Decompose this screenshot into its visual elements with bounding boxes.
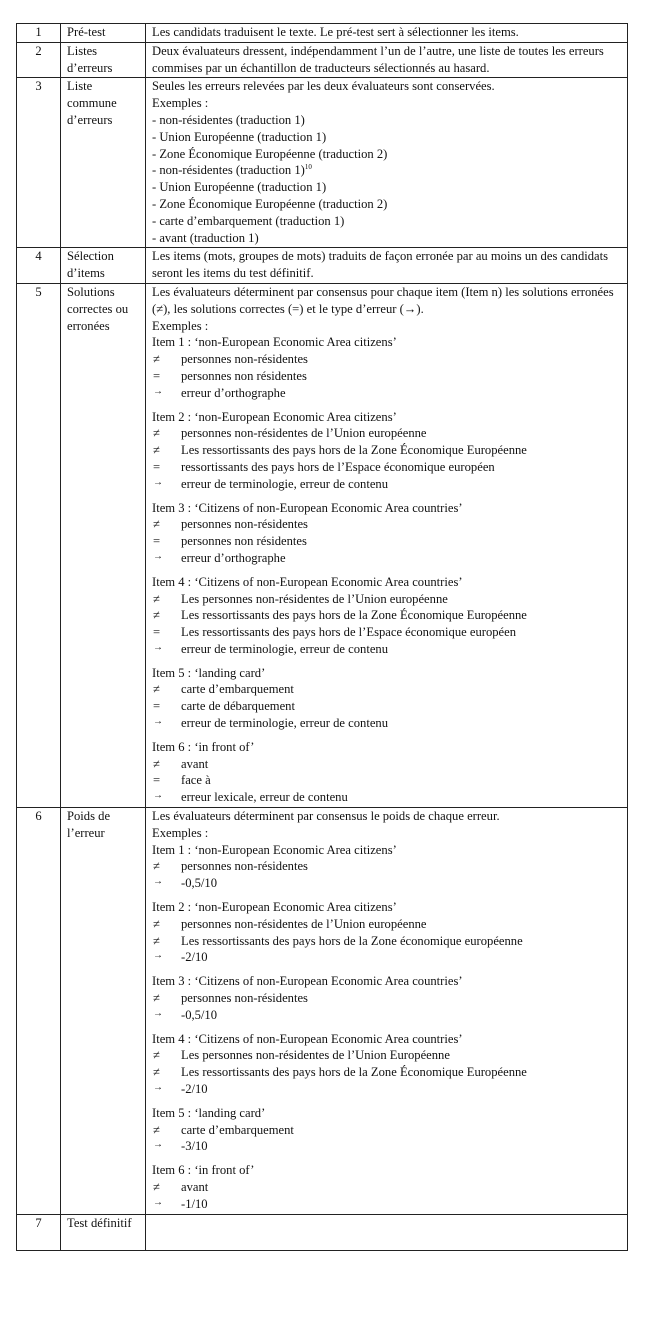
item-line [152,875,621,892]
equal-icon: = [153,699,161,714]
step-description: Deux évaluateurs dressent, indépendamment l’un de l’autre, une liste de toutes les erreurs commises par un échantillon de traducteurs sélectionnés au hasard. [146,42,628,78]
item-line-text: Les ressortissants des pays hors de la Zone économique européenne [181,933,523,948]
step-description [146,283,628,807]
item-line-text: personnes non-résidentes [181,991,308,1006]
row-number: 5 [17,283,61,807]
item-line-text: erreur d’orthographe [181,550,286,565]
table-row [17,24,628,43]
arrow-right-icon: → [153,950,163,962]
not-equal-icon: ≠ [153,991,160,1006]
step-description: Les items (mots, groupes de mots) traduits de façon erronée par au moins un des candidats seront les items du test définitif. [146,248,628,284]
not-equal-icon: ≠ [153,426,160,441]
item-line [152,949,621,966]
item-line-text: erreur d’orthographe [181,385,286,400]
step-description [146,1214,628,1250]
not-equal-icon: ≠ [153,608,160,623]
example-line: - Zone Économique Européenne (traduction 2) [152,196,388,211]
item-block [152,574,621,658]
item-block [152,842,621,892]
item-title: Item 3 : ‘Citizens of non-European Economic Area countries’ [152,974,463,989]
item-line [152,533,621,550]
item-line [152,476,621,493]
item-line-text: avant [181,756,209,771]
step-name: Solutions correctes ou erronées [61,283,146,807]
item-line-text: -2/10 [181,950,208,965]
item-line [152,756,621,773]
item-line-text: personnes non-résidentes de l’Union européenne [181,916,427,931]
equal-icon: = [153,459,161,474]
not-equal-icon: ≠ [153,517,160,532]
arrow-right-icon: → [153,476,163,488]
table-row [17,808,628,1215]
arrow-right-icon: → [153,1139,163,1151]
item-line-text: -1/10 [181,1196,208,1211]
item-line-text: personnes non-résidentes [181,352,308,367]
examples-label: Exemples : [152,96,209,111]
item-line [152,516,621,533]
arrow-right-icon: → [153,1082,163,1094]
not-equal-icon: ≠ [153,1048,160,1063]
row-number: 3 [17,78,61,248]
item-line-text: -3/10 [181,1139,208,1154]
not-equal-icon: ≠ [153,352,160,367]
not-equal-icon: ≠ [153,591,160,606]
item-line-text: Les ressortissants des pays hors de l’Espace économique européen [181,625,517,640]
item-line [152,351,621,368]
arrow-right-icon: → [153,1196,163,1208]
not-equal-icon: ≠ [153,1122,160,1137]
item-line-text: personnes non résidentes [181,534,307,549]
step-description [146,808,628,1215]
item-block [152,739,621,806]
item-line-text: carte d’embarquement [181,682,294,697]
row-number: 1 [17,24,61,43]
item-line-text: -2/10 [181,1082,208,1097]
item-title: Item 4 : ‘Citizens of non-European Economic Area countries’ [152,574,463,589]
item-line [152,1196,621,1213]
arrow-right-icon: → [153,1007,163,1019]
item-line [152,1138,621,1155]
item-line [152,385,621,402]
row-number: 6 [17,808,61,1215]
item-line [152,425,621,442]
intro-text: Les évaluateurs déterminent par consensus pour chaque item (Item n) les solutions erronées (≠), les solutions correctes (=) et le type d’erreur (→). [152,284,614,316]
equal-icon: = [153,368,161,383]
item-line-text: -0,5/10 [181,876,218,891]
item-line-text: erreur de terminologie, erreur de contenu [181,641,388,656]
step-name: Sélection d’items [61,248,146,284]
not-equal-icon: ≠ [153,682,160,697]
item-block [152,973,621,1023]
item-title: Item 2 : ‘non-European Economic Area citizens’ [152,900,397,915]
item-line [152,858,621,875]
item-line [152,772,621,789]
intro-text: Seules les erreurs relevées par les deux évaluateurs sont conservées. [152,79,495,94]
item-line [152,916,621,933]
item-line [152,1081,621,1098]
example-line: - carte d’embarquement (traduction 1) [152,213,345,228]
step-description [146,78,628,248]
item-block [152,665,621,732]
item-title: Item 1 : ‘non-European Economic Area citizens’ [152,842,397,857]
arrow-right-icon: → [153,876,163,888]
item-line [152,1007,621,1024]
not-equal-icon: ≠ [153,933,160,948]
item-line [152,459,621,476]
table-row [17,283,628,807]
item-line [152,550,621,567]
item-line-text: personnes non-résidentes de l’Union européenne [181,426,427,441]
example-line: - avant (traduction 1) [152,230,259,245]
item-line-text: face à [181,773,211,788]
row-number: 2 [17,42,61,78]
step-name: Liste commune d’erreurs [61,78,146,248]
item-line [152,641,621,658]
item-block [152,334,621,401]
arrow-right-icon: → [153,790,163,802]
table-row [17,42,628,78]
arrow-right-icon: → [153,641,163,653]
example-line: - non-résidentes (traduction 1) [152,112,305,127]
item-block [152,1031,621,1098]
item-line-text: avant [181,1180,209,1194]
item-line-text: Les ressortissants des pays hors de la Zone Économique Européenne [181,1065,527,1080]
step-name: Test définitif [61,1214,146,1250]
item-line [152,1122,621,1139]
item-line [152,1047,621,1064]
item-line [152,715,621,732]
procedure-table [16,23,628,1251]
item-line-text: -0,5/10 [181,1007,218,1022]
not-equal-icon: ≠ [153,1180,160,1194]
arrow-right-icon: → [153,550,163,562]
step-description: Les candidats traduisent le texte. Le pré-test sert à sélectionner les items. [146,24,628,43]
table-row [17,248,628,284]
item-title: Item 3 : ‘Citizens of non-European Economic Area countries’ [152,500,463,515]
item-line [152,368,621,385]
item-line [152,624,621,641]
table-row [17,78,628,248]
item-block [152,899,621,966]
step-name: Poids de l’erreur [61,808,146,1215]
row-number: 4 [17,248,61,284]
arrow-right-icon: → [153,385,163,397]
item-line [152,681,621,698]
equal-icon: = [153,534,161,549]
intro-text: Les évaluateurs déterminent par consensus le poids de chaque erreur. [152,809,500,824]
item-line [152,933,621,950]
item-line-text: Les ressortissants des pays hors de la Zone Économique Européenne [181,608,527,623]
item-title: Item 2 : ‘non-European Economic Area citizens’ [152,409,397,424]
item-title: Item 5 : ‘landing card’ [152,1105,266,1120]
item-line [152,607,621,624]
item-line [152,591,621,608]
item-line-text: Les ressortissants des pays hors de la Zone Économique Européenne [181,443,527,458]
item-line [152,1179,621,1196]
item-block [152,1105,621,1155]
not-equal-icon: ≠ [153,443,160,458]
item-line-text: personnes non-résidentes [181,859,308,874]
example-line: - Zone Économique Européenne (traduction 2) [152,146,388,161]
items-list [152,334,621,806]
not-equal-icon: ≠ [153,859,160,874]
example-text: - non-résidentes (traduction 1) [152,163,305,178]
item-line-text: carte d’embarquement [181,1122,294,1137]
item-block [152,409,621,493]
equal-icon: = [153,625,161,640]
item-block [152,500,621,567]
not-equal-icon: ≠ [153,756,160,771]
examples-label: Exemples : [152,825,209,840]
item-line [152,1064,621,1081]
item-line [152,990,621,1007]
item-title: Item 6 : ‘in front of’ [152,739,255,754]
item-title: Item 4 : ‘Citizens of non-European Economic Area countries’ [152,1031,463,1046]
row-number: 7 [17,1214,61,1250]
item-line-text: erreur de terminologie, erreur de contenu [181,476,388,491]
item-title: Item 6 : ‘in front of’ [152,1163,255,1178]
item-line [152,442,621,459]
item-line [152,789,621,806]
items-list [152,842,621,1213]
example-line: - Union Européenne (traduction 1) [152,180,327,195]
item-line-text: carte de débarquement [181,699,295,714]
footnote-marker: 10 [304,163,312,172]
item-title: Item 5 : ‘landing card’ [152,665,266,680]
item-line-text: Les personnes non-résidentes de l’Union européenne [181,591,448,606]
not-equal-icon: ≠ [153,1065,160,1080]
item-line-text: personnes non-résidentes [181,517,308,532]
not-equal-icon: ≠ [153,916,160,931]
table-row [17,1214,628,1250]
item-line-text: ressortissants des pays hors de l’Espace économique européen [181,459,495,474]
equal-icon: = [153,773,161,788]
step-name: Pré-test [61,24,146,43]
examples-label: Exemples : [152,318,209,333]
item-line-text: erreur lexicale, erreur de contenu [181,790,348,805]
example-line [152,162,621,179]
item-line-text: Les personnes non-résidentes de l’Union Européenne [181,1048,450,1063]
item-block [152,1162,621,1212]
item-line-text: erreur de terminologie, erreur de contenu [181,716,388,731]
item-title: Item 1 : ‘non-European Economic Area citizens’ [152,335,397,350]
item-line [152,698,621,715]
arrow-right-icon: → [153,716,163,728]
step-name: Listes d’erreurs [61,42,146,78]
example-line: - Union Européenne (traduction 1) [152,129,327,144]
item-line-text: personnes non résidentes [181,368,307,383]
